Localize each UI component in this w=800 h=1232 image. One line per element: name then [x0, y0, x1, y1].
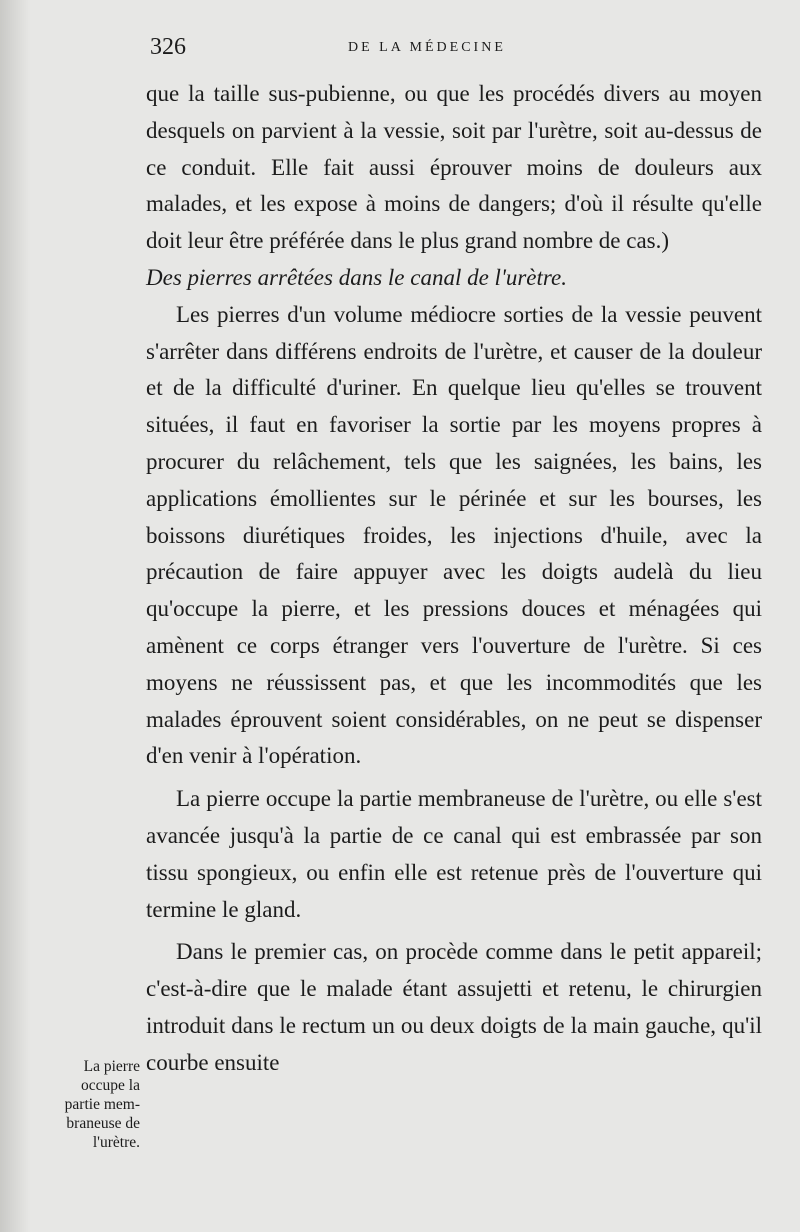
paragraph: Dans le premier cas, on procède comme dans le petit appareil; c'est-à-dire que le malade étant assujetti et retenu, le chirurgien introduit dans le rectum un ou deux doigts de la main gauche, qu'il courbe ensuite: [146, 939, 762, 1075]
running-head: DE LA MÉDECINE: [348, 40, 506, 55]
main-text: [146, 76, 762, 1082]
page-number: 326: [150, 34, 186, 60]
margin-note: La pierre occupe la partie mem- braneuse de l'urètre.: [64, 1058, 140, 1151]
paragraph-continued: que la taille sus-pubienne, ou que les procédés divers au moyen desquels on parvient à la vessie, soit par l'urètre, soit au-dessus de ce conduit. Elle fait aussi éprouver moins de douleurs aux malades, et les expose à moins de dangers; d'où il résulte qu'elle doit leur être préférée dans le plus grand nombre de cas.): [146, 81, 762, 254]
page-header: [150, 34, 760, 62]
paragraph: La pierre occupe la partie membraneuse de l'urètre, ou elle s'est avancée jusqu'à la partie de ce canal qui est embrassée par son tissu spongieux, ou enfin elle est retenue près de l'ouverture qui termine le gland.: [146, 786, 762, 922]
paragraph: Les pierres d'un volume médiocre sorties de la vessie peuvent s'arrêter dans différens endroits de l'urètre, et causer de la douleur et de la difficulté d'uriner. En quelque lieu qu'elles se trouvent situées, il faut en favoriser la sortie par les moyens propres à procurer du relâchement, tels que les saignées, les bains, les applications émollientes sur le périnée et sur les bourses, les boissons diurétiques froides, les injections d'huile, avec la précaution de faire appuyer avec les doigts audelà du lieu qu'occupe la pierre, et les pressions douces et ménagées qui amènent ce corps étranger vers l'ouverture de l'urètre. Si ces moyens ne réussissent pas, et que les incommodités que les malades éprouvent soient considérables, on ne peut se dispenser d'en venir à l'opération.: [146, 301, 762, 769]
section-heading: Des pierres arrêtées dans le canal de l'urètre.: [146, 264, 567, 290]
page-gutter-shadow: [0, 0, 30, 1232]
